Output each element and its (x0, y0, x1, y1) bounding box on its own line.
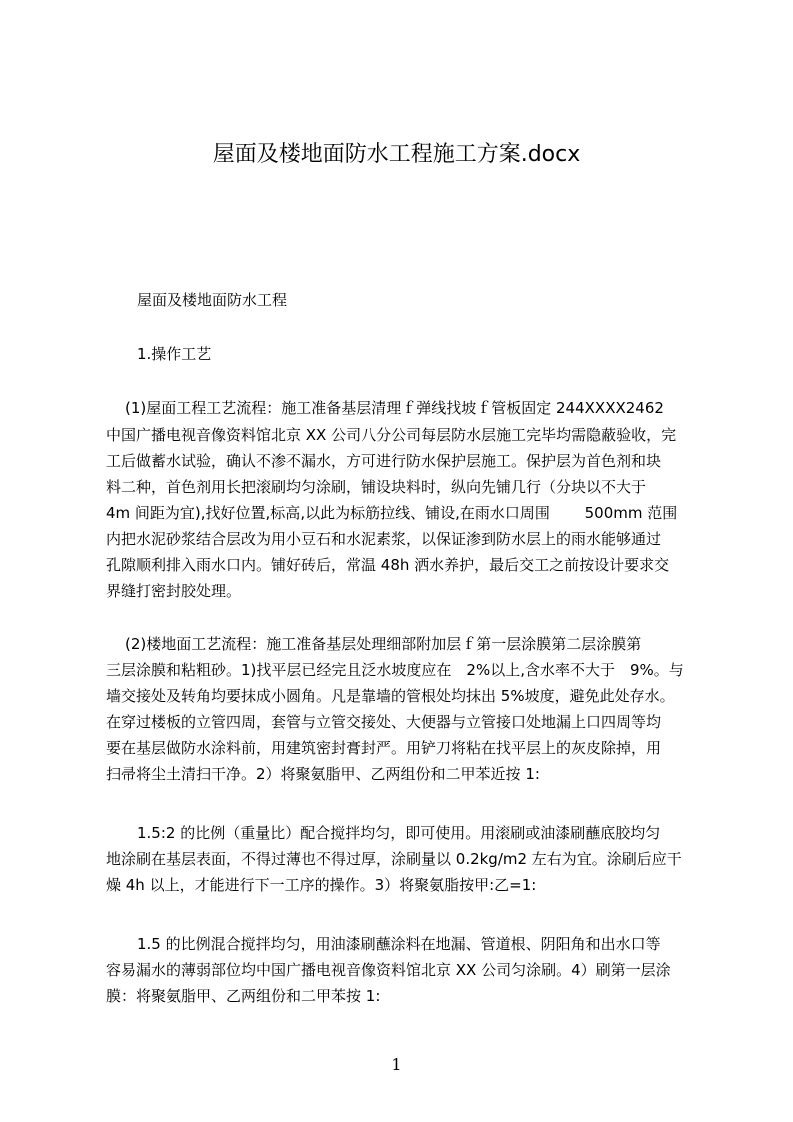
paragraph-line: 1.5:2 的比例（重量比）配合搅拌均匀，即可使用。用滚刷或油漆刷蘸底胶均匀 (137, 824, 661, 842)
paragraph-line: 墙交接处及转角均要抹成小圆角。凡是靠墙的管根处均抹出 5%坡度，避免此处存水。 (106, 687, 675, 705)
paragraph-line: 地涂刷在基层表面，不得过薄也不得过厚，涂刷量以 0.2kg/m2 左右为宜。涂刷后应干 (106, 850, 682, 868)
document-title: 屋面及楼地面防水工程施工方案.docx (212, 142, 581, 167)
paragraph-line: (2)楼地面工艺流程：施工准备基层处理细部附加层ｆ第一层涂膜第二层涂膜第 (125, 635, 642, 653)
paragraph-line: 扫帚将尘土清扫干净。2）将聚氨脂甲、乙两组份和二甲苯近按 1: (106, 765, 540, 783)
paragraph-line: 在穿过楼板的立管四周，套管与立管交接处、大便器与立管接口处地漏上口四周等均 (106, 713, 662, 731)
paragraph-line: 工后做蓄水试验，确认不渗不漏水，方可进行防水保护层施工。保护层为首色剂和块 (106, 452, 662, 470)
paragraph-line: 燥 4h 以上，才能进行下一工序的操作。3）将聚氨脂按甲:乙=1: (106, 876, 537, 894)
page-number: 1 (391, 1055, 402, 1074)
paragraph-line: 孔隙顺利排入雨水口内。铺好砖后，常温 48h 洒水养护，最后交工之前按设计要求交 (106, 556, 670, 574)
paragraph-line: 膜：将聚氨脂甲、乙两组份和二甲苯按 1: (106, 987, 381, 1005)
paragraph-line: 内把水泥砂浆结合层改为用小豆石和水泥素浆，以保证渗到防水层上的雨水能够通过 (106, 530, 662, 548)
paragraph-line: 三层涂膜和粘粗砂。1)找平层已经完且泛水坡度应在 2%以上,含水率不大于 9%。与 (106, 661, 684, 679)
section-heading: 1.操作工艺 (137, 345, 212, 363)
paragraph-line: 容易漏水的薄弱部位均中国广播电视音像资料馆北京 XX 公司匀涂刷。4）刷第一层涂 (106, 961, 671, 979)
paragraph-line: 料二种，首色剂用长把滚刷均匀涂刷，铺设块料时，纵向先铺几行（分块以不大于 (106, 478, 647, 496)
heading: 屋面及楼地面防水工程 (137, 291, 288, 309)
paragraph-line: 要在基层做防水涂料前，用建筑密封膏封严。用铲刀将粘在找平层上的灰皮除掉，用 (106, 739, 662, 757)
paragraph-line: 界缝打密封胶处理。 (106, 582, 242, 600)
paragraph-line: 1.5 的比例混合搅拌均匀，用油漆刷蘸涂料在地漏、管道根、阴阳角和出水口等 (137, 935, 661, 953)
paragraph-line: (1)屋面工程工艺流程：施工准备基层清理ｆ弹线找坡ｆ管板固定 244XXXX2462 (125, 399, 664, 417)
paragraph-line: 4m 间距为宜),找好位置,标高,以此为标筋拉线、铺设,在雨水口周围 500mm 范围 (106, 504, 678, 522)
paragraph-line: 中国广播电视音像资料馆北京 XX 公司八分公司每层防水层施工完毕均需隐蔽验收，完 (106, 426, 677, 444)
